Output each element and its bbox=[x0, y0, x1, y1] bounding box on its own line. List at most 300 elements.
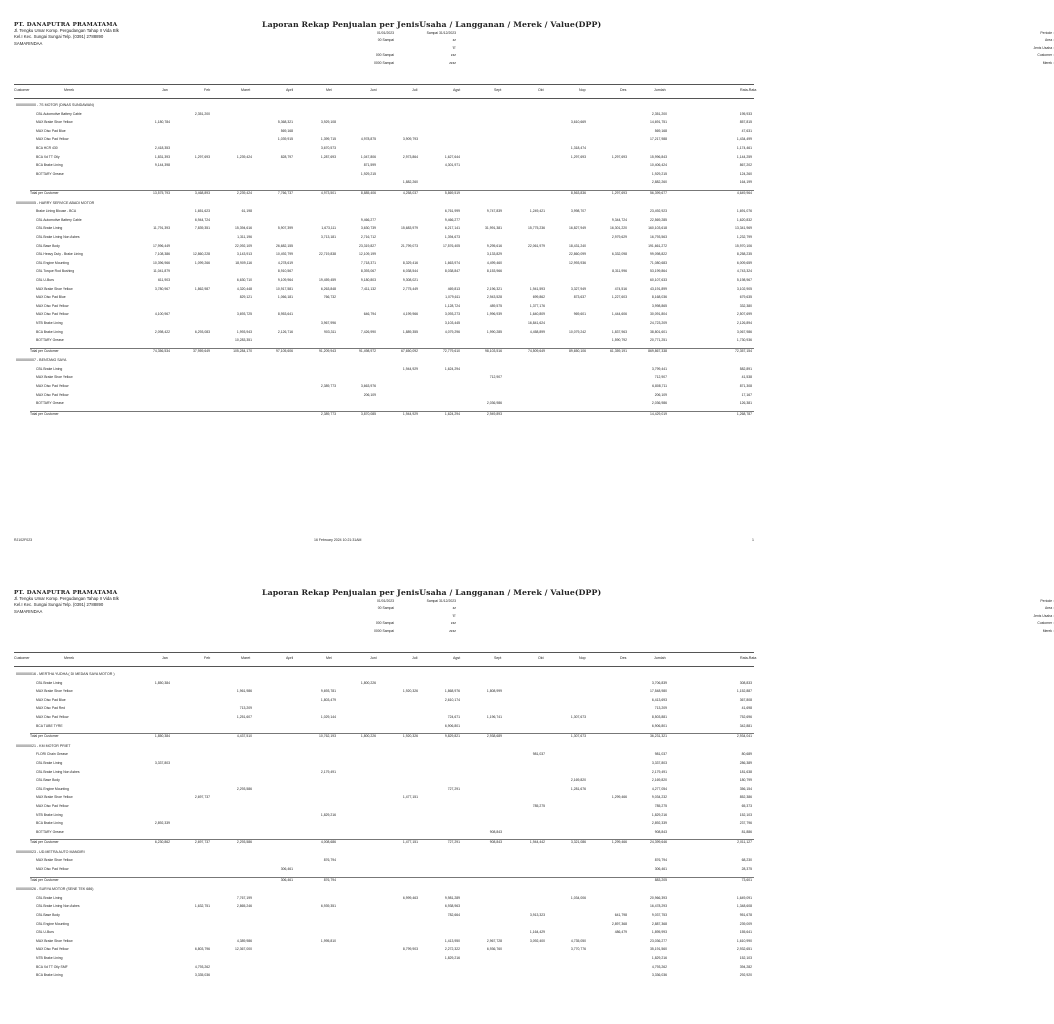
value-cell: 6,936,760 bbox=[486, 947, 502, 952]
value-cell: 239,009 bbox=[739, 921, 752, 926]
value-cell: 1,961,986 bbox=[236, 689, 252, 694]
value-cell: 2,293,586 bbox=[236, 786, 252, 791]
value-cell: 2,179,491 bbox=[651, 769, 667, 774]
value-cell: 2,036,986 bbox=[486, 401, 502, 406]
value-cell: 9,829,821 bbox=[444, 734, 460, 739]
brand-label: MAX Disc Pad Yellow bbox=[36, 392, 69, 397]
value-cell: 867,202 bbox=[739, 163, 752, 168]
value-cell: 61,198 bbox=[241, 209, 252, 214]
value-cell: 1,399,715 bbox=[320, 137, 336, 142]
value-cell: 3,706,839 bbox=[651, 680, 667, 685]
value-cell: 2,932,651 bbox=[736, 947, 752, 952]
company-address-2: Kel.I Kec. Sungai Sungai Telp. (0391) 2788890 bbox=[14, 602, 104, 608]
brand-label: MAX Disc Pad Yellow bbox=[36, 384, 69, 388]
value-cell: 1,624,294 bbox=[444, 411, 460, 416]
value-cell: 12,860,228 bbox=[193, 252, 210, 257]
param-value-to: zzz bbox=[450, 53, 456, 58]
value-cell: 2,938,689 bbox=[486, 734, 502, 739]
param-value-to: zzz bbox=[450, 621, 456, 626]
value-cell: 9,295,616 bbox=[486, 243, 502, 248]
param-row bbox=[286, 628, 1054, 635]
value-cell: 752,696 bbox=[739, 715, 752, 719]
value-cell: 3,103,445 bbox=[444, 320, 460, 325]
value-cell: 474,516 bbox=[614, 286, 627, 291]
brand-label: CBL Engine Mounting bbox=[36, 260, 69, 265]
value-cell: 1,311,196 bbox=[237, 234, 252, 239]
value-cell: 37,959,649 bbox=[193, 348, 210, 353]
value-cell: 26,682,155 bbox=[276, 243, 293, 248]
brand-label: MAX Disc Pad Yellow bbox=[36, 947, 69, 952]
value-cell: 12,993,936 bbox=[569, 260, 586, 265]
value-cell: 3,092,400 bbox=[529, 938, 545, 943]
value-cell: 15,394,616 bbox=[235, 226, 252, 231]
param-label: Periode : bbox=[1040, 599, 1054, 603]
param-value-to: 'E' bbox=[452, 45, 456, 50]
column-header: Customer bbox=[14, 88, 30, 92]
report-title: Laporan Rekap Penjualan per JenisUsaha / Langganan / Merek / Value(DPP) bbox=[262, 20, 602, 29]
param-row bbox=[286, 60, 1054, 67]
value-cell: 4,199,966 bbox=[402, 312, 418, 317]
value-cell: 7,766,737 bbox=[277, 191, 293, 195]
brand-label: CBL Brake Lining bbox=[36, 366, 63, 371]
value-cell: 6,944,724 bbox=[194, 217, 210, 222]
brand-label: CBL Base Body bbox=[36, 912, 60, 917]
value-cell: 766,732 bbox=[323, 295, 336, 300]
value-cell: 286,389 bbox=[739, 760, 752, 765]
value-cell: 152,103 bbox=[739, 955, 752, 960]
value-cell: 23,319,827 bbox=[359, 243, 376, 248]
value-cell: 6,332,098 bbox=[611, 252, 627, 257]
param-value: 0000 Sampai bbox=[374, 628, 394, 633]
value-cell: 4,735,050 bbox=[570, 938, 586, 943]
value-cell: 17,167 bbox=[741, 392, 752, 397]
value-cell: 1,620,832 bbox=[736, 217, 752, 222]
param-label: Customer : bbox=[1037, 53, 1054, 58]
value-cell: 3,929,108 bbox=[320, 120, 336, 125]
value-cell: 1,174,461 bbox=[736, 146, 752, 150]
value-cell: 1,829,216 bbox=[444, 955, 460, 960]
value-cell: 1,099,266 bbox=[194, 260, 210, 265]
value-cell: 1,307,673 bbox=[570, 715, 586, 719]
value-cell: 7,839,351 bbox=[194, 226, 210, 231]
value-cell: 206,109 bbox=[363, 392, 376, 397]
column-header: Sept bbox=[494, 88, 502, 92]
value-cell: 8,258,235 bbox=[736, 252, 752, 257]
value-cell: 908,843 bbox=[489, 840, 502, 845]
value-cell: 3,337,803 bbox=[651, 760, 667, 765]
brand-label: BOTTARY Grease bbox=[36, 171, 64, 176]
brand-label: CBL Heavy Duty - Brake Lining bbox=[36, 252, 83, 257]
value-cell: 4,743,324 bbox=[736, 269, 752, 274]
value-cell: 1,377,176 bbox=[529, 303, 545, 308]
brand-label: CBL Engine Mounting bbox=[36, 786, 69, 791]
value-cell: 3,321,086 bbox=[570, 840, 586, 845]
column-header: Okt bbox=[538, 656, 544, 660]
value-cell: 713,209 bbox=[239, 706, 252, 711]
value-cell: 4,649,964 bbox=[736, 191, 752, 195]
company-block bbox=[14, 590, 119, 615]
value-cell: 489,575 bbox=[489, 303, 502, 308]
brand-label: CBL Brake Lining bbox=[36, 895, 63, 900]
value-cell: 191,661,272 bbox=[648, 243, 667, 248]
column-header: Merek bbox=[64, 88, 74, 92]
brand-label: MAX Disc Pad Blue bbox=[36, 697, 66, 702]
value-cell: 2,892,339 bbox=[651, 821, 667, 826]
column-header: Maret bbox=[241, 656, 251, 660]
column-header: Des bbox=[620, 88, 627, 92]
company-block bbox=[14, 22, 119, 47]
column-header: Sept bbox=[494, 656, 502, 660]
value-cell: 9,466,277 bbox=[360, 217, 376, 222]
column-header: Juli bbox=[412, 656, 418, 660]
value-cell: 3,143,913 bbox=[236, 252, 252, 257]
value-cell: 1,640,809 bbox=[529, 312, 545, 317]
value-cell: 1,920,326 bbox=[402, 689, 418, 694]
value-cell: 23,036,277 bbox=[650, 938, 667, 943]
value-cell: 712,907 bbox=[654, 375, 667, 380]
value-cell: 1,307,673 bbox=[570, 734, 586, 739]
value-cell: 6,803,796 bbox=[194, 947, 210, 952]
value-cell: 181,638 bbox=[739, 769, 752, 774]
value-cell: 41,698 bbox=[741, 706, 752, 711]
table-row bbox=[0, 180, 768, 189]
brand-label: MAX Disc Pad Yellow bbox=[36, 303, 69, 308]
value-cell: 1,800,226 bbox=[360, 734, 376, 739]
value-cell: 1,590,792 bbox=[611, 338, 627, 343]
brand-label: FLORI Chain Grease bbox=[36, 752, 68, 757]
value-cell: 871,599 bbox=[363, 163, 376, 168]
brand-label: MAX Disc Pad Blue bbox=[36, 295, 66, 300]
value-cell: 1,029,144 bbox=[320, 715, 336, 719]
brand-label: CBL Torque Rod Bushing bbox=[36, 269, 75, 274]
value-cell: 22,860,099 bbox=[569, 252, 586, 257]
value-cell: 4,320,448 bbox=[236, 286, 252, 291]
value-cell: 9,144,398 bbox=[154, 163, 170, 168]
value-cell: 91,209,943 bbox=[319, 348, 336, 353]
table-row bbox=[0, 973, 768, 982]
value-cell: 15,996,843 bbox=[650, 154, 667, 159]
value-cell: 1,034,006 bbox=[570, 895, 586, 900]
value-cell: 16,301,220 bbox=[610, 226, 627, 231]
value-cell: 98,103,516 bbox=[485, 348, 502, 353]
value-cell: 35,191,560 bbox=[650, 947, 667, 952]
value-cell: 3,630,739 bbox=[360, 226, 376, 231]
value-cell: 5,368,321 bbox=[277, 120, 293, 125]
value-cell: 9,308,021 bbox=[402, 277, 418, 282]
param-row bbox=[286, 613, 1054, 620]
value-cell: 4,458,899 bbox=[529, 329, 545, 334]
column-header: April bbox=[286, 88, 294, 92]
value-cell: 71,080,683 bbox=[650, 260, 667, 265]
value-cell: 1,837,963 bbox=[611, 329, 627, 334]
value-cell: 8,168,036 bbox=[651, 295, 667, 300]
value-cell: 727,291 bbox=[447, 786, 460, 791]
table-row bbox=[0, 867, 768, 876]
brand-label: CBL Base Body bbox=[36, 243, 60, 248]
value-cell: 8,153,966 bbox=[486, 269, 502, 274]
value-cell: 17,576,405 bbox=[443, 243, 460, 248]
brand-label: MAX Brake Shoe Yellow bbox=[36, 689, 73, 694]
total-label: Total per Customer bbox=[30, 411, 59, 416]
value-cell: 105,284,170 bbox=[233, 348, 252, 353]
value-cell: 1,651,623 bbox=[194, 209, 210, 214]
value-cell: 4,499,460 bbox=[486, 260, 502, 265]
value-cell: 8,503,881 bbox=[651, 715, 667, 719]
value-cell: 6,263,848 bbox=[320, 286, 336, 291]
value-cell: 1,850,384 bbox=[154, 734, 170, 739]
value-cell: 1,297,693 bbox=[611, 154, 627, 159]
total-label: Total per Customer bbox=[30, 877, 59, 882]
value-cell: 1,196,741 bbox=[486, 715, 502, 719]
value-cell: 1,882,260 bbox=[402, 180, 418, 185]
value-cell: 876,794 bbox=[323, 858, 336, 863]
value-cell: 292,920 bbox=[739, 973, 752, 978]
value-cell: 903,311 bbox=[323, 329, 336, 334]
value-cell: 1,299,466 bbox=[611, 795, 627, 800]
value-cell: 2,272,322 bbox=[444, 947, 460, 952]
value-cell: 2,973,864 bbox=[402, 154, 418, 159]
value-cell: 1,249,421 bbox=[529, 209, 545, 214]
value-cell: 67,650,092 bbox=[401, 348, 418, 353]
value-cell: 2,011,127 bbox=[737, 840, 752, 845]
value-cell: 21,799,073 bbox=[401, 243, 418, 248]
value-cell: 9,034,232 bbox=[651, 795, 667, 800]
value-cell: 11,041,879 bbox=[153, 269, 170, 274]
param-label: Periode : bbox=[1040, 31, 1054, 35]
value-cell: 28,375 bbox=[741, 867, 752, 871]
value-cell: 1,673,111 bbox=[321, 226, 336, 231]
value-cell: 6,038,544 bbox=[402, 269, 418, 274]
param-label: Area : bbox=[1044, 606, 1054, 611]
value-cell: 1,079,611 bbox=[445, 295, 460, 300]
value-cell: 10,762,193 bbox=[319, 734, 336, 739]
value-cell: 17,996,449 bbox=[153, 243, 170, 248]
value-cell: 10,079,242 bbox=[569, 329, 586, 334]
value-cell: 1,829,216 bbox=[651, 955, 667, 960]
value-cell: 3,336,036 bbox=[651, 973, 667, 978]
value-cell: 73,601 bbox=[741, 877, 752, 882]
value-cell: 18,431,240 bbox=[569, 243, 586, 248]
value-cell: 9,344,724 bbox=[611, 217, 627, 222]
column-header: Des bbox=[620, 656, 627, 660]
value-cell: 1,239,424 bbox=[236, 154, 252, 159]
value-cell: 951,678 bbox=[739, 912, 752, 917]
value-cell: 4,100,967 bbox=[154, 312, 170, 317]
value-cell: 19,459,459 bbox=[319, 277, 336, 282]
value-cell: 68,230 bbox=[741, 858, 752, 863]
value-cell: 14,691,751 bbox=[650, 120, 667, 125]
brand-label: BCA HCR 430 bbox=[36, 146, 58, 150]
report-title: Laporan Rekap Penjualan per JenisUsaha / Langganan / Merek / Value(DPP) bbox=[262, 588, 602, 597]
value-cell: 1,297,693 bbox=[194, 154, 210, 159]
value-cell: 7,718,371 bbox=[360, 260, 376, 265]
value-cell: 1,929,215 bbox=[360, 171, 376, 176]
table-row bbox=[0, 830, 768, 839]
value-cell: 3,093,273 bbox=[444, 312, 460, 317]
value-cell: 1,180,784 bbox=[154, 120, 170, 125]
value-cell: 11,791,393 bbox=[153, 226, 170, 231]
customer-group-header: 0000000000 - 7S MOTOR (DINAS SUNDAWAN) bbox=[16, 103, 94, 107]
report-page-2 bbox=[0, 584, 1054, 1024]
value-cell: 4,973,501 bbox=[320, 191, 336, 195]
value-cell: 8,393,067 bbox=[360, 269, 376, 274]
brand-label: CBL Automotive Battery Cable bbox=[36, 217, 82, 222]
value-cell: 60,107,633 bbox=[650, 277, 667, 282]
value-cell: 469,813 bbox=[447, 286, 460, 291]
value-cell: 7,426,990 bbox=[360, 329, 376, 334]
value-cell: 1,649,091 bbox=[736, 895, 752, 900]
value-cell: 1,862,987 bbox=[194, 286, 210, 291]
value-cell: 4,793,262 bbox=[194, 964, 210, 969]
value-cell: 2,389,773 bbox=[320, 411, 336, 416]
value-cell: 2,169,820 bbox=[651, 778, 667, 783]
value-cell: 6,413,693 bbox=[651, 697, 667, 702]
value-cell: 782,664 bbox=[447, 912, 460, 917]
value-cell: 852,386 bbox=[739, 795, 752, 800]
param-label: Area : bbox=[1044, 38, 1054, 43]
value-cell: 646,794 bbox=[363, 312, 376, 317]
column-header: Jumlah bbox=[654, 88, 666, 92]
param-value: 0000 Sampai bbox=[374, 60, 394, 65]
column-header: Jan bbox=[162, 656, 168, 660]
brand-label: CBL Brake Lining Non Asbes bbox=[36, 234, 80, 239]
value-cell: 2,716,712 bbox=[360, 234, 376, 239]
value-cell: 1,066,181 bbox=[277, 295, 293, 300]
value-cell: 1,227,603 bbox=[611, 295, 627, 300]
value-cell: 3,780,967 bbox=[154, 286, 170, 291]
customer-total-row bbox=[0, 840, 768, 849]
brand-label: BCA TUBE TYRE bbox=[36, 723, 63, 728]
value-cell: 569,168 bbox=[654, 128, 667, 133]
value-cell: 237,796 bbox=[739, 821, 752, 826]
value-cell: 3,468,893 bbox=[194, 191, 210, 195]
value-cell: 16,841,624 bbox=[528, 320, 545, 325]
value-cell: 5,198,967 bbox=[736, 277, 752, 282]
value-cell: 9,109,964 bbox=[277, 277, 293, 282]
value-cell: 1,152,887 bbox=[736, 689, 752, 694]
company-address-1: Jl. Tengku Umar Komp. Pergudangan Tahap II Vida Blk bbox=[14, 28, 119, 34]
value-cell: 2,179,491 bbox=[320, 769, 336, 774]
brand-label: CBL Brake Lining Non Asbes bbox=[36, 769, 80, 774]
brand-label: MAX Disc Pad Yellow bbox=[36, 312, 69, 317]
column-header: Feb bbox=[204, 656, 211, 660]
brand-label: MAX Brake Shoe Yellow bbox=[36, 858, 73, 863]
customer-total-row bbox=[0, 878, 768, 887]
param-value: 000 Sampai bbox=[375, 53, 394, 58]
value-cell: 1,268,787 bbox=[736, 411, 752, 416]
value-cell: 15,970,106 bbox=[735, 243, 752, 248]
value-cell: 43,191,899 bbox=[650, 286, 667, 291]
value-cell: 3,799,441 bbox=[651, 366, 667, 371]
value-cell: 969,601 bbox=[573, 312, 586, 317]
brand-label: BCA Xd TT Oily bbox=[36, 154, 60, 159]
value-cell: 785,275 bbox=[654, 803, 667, 808]
value-cell: 2,979,629 bbox=[611, 234, 627, 239]
value-cell: 857,815 bbox=[739, 120, 752, 125]
value-cell: 3,967,996 bbox=[320, 320, 336, 325]
value-cell: 23,492,923 bbox=[650, 209, 667, 214]
value-cell: 80,689 bbox=[741, 752, 752, 757]
column-header: Okt bbox=[538, 88, 544, 92]
value-cell: 2,943,528 bbox=[486, 295, 502, 300]
brand-label: CBL Automotive Battery Cable bbox=[36, 111, 82, 116]
value-cell: 65,373 bbox=[741, 803, 752, 808]
brand-label: CBL Brake Lining Non Asbes bbox=[36, 904, 80, 909]
value-cell: 206,109 bbox=[654, 392, 667, 397]
total-label: Total per Customer bbox=[30, 840, 59, 845]
value-cell: 712,907 bbox=[489, 375, 502, 380]
value-cell: 3,770,776 bbox=[570, 947, 586, 952]
value-cell: 4,301,971 bbox=[444, 163, 460, 168]
value-cell: 74,509,649 bbox=[528, 348, 545, 353]
param-row bbox=[286, 52, 1054, 59]
value-cell: 3,998,865 bbox=[651, 303, 667, 308]
value-cell: 3,337,803 bbox=[154, 760, 170, 765]
value-cell: 22,092,109 bbox=[235, 243, 252, 248]
value-cell: 1,895,993 bbox=[651, 930, 667, 935]
header-rule-top bbox=[14, 652, 754, 653]
value-cell: 1,808,999 bbox=[486, 689, 502, 694]
column-header: Rata-Rata bbox=[740, 656, 757, 660]
brand-label: BOTTARY Grease bbox=[36, 338, 64, 343]
value-cell: 16,827,949 bbox=[569, 226, 586, 231]
brand-label: CBL Base Body bbox=[36, 778, 60, 783]
column-header: Customer bbox=[14, 656, 30, 660]
value-cell: 2,036,986 bbox=[651, 401, 667, 406]
brand-label: BCA Brake Lining bbox=[36, 973, 63, 978]
value-cell: 1,944,442 bbox=[529, 840, 545, 845]
value-cell: 3,102,905 bbox=[736, 286, 752, 291]
param-value: 01/01/2023 bbox=[377, 599, 394, 603]
param-value-to: zz bbox=[452, 38, 456, 43]
value-cell: 2,610,174 bbox=[444, 697, 460, 702]
value-cell: 332,380 bbox=[739, 303, 752, 308]
value-cell: 9,466,277 bbox=[444, 217, 460, 222]
value-cell: 8,799,903 bbox=[402, 947, 418, 952]
column-header: Mei bbox=[326, 88, 332, 92]
value-cell: 1,394,673 bbox=[444, 234, 460, 239]
value-cell: 873,637 bbox=[573, 295, 586, 300]
value-cell: 9,981,289 bbox=[444, 895, 460, 900]
brand-label: MAX Disc Pad Yellow bbox=[36, 137, 69, 142]
param-row bbox=[286, 37, 1054, 44]
value-cell: 908,843 bbox=[654, 829, 667, 834]
value-cell: 1,850,384 bbox=[154, 680, 170, 685]
value-cell: 13,341,969 bbox=[735, 226, 752, 231]
total-label: Total per Customer bbox=[30, 734, 59, 739]
total-label: Total per Customer bbox=[30, 348, 59, 353]
brand-label: CBL U-Burs bbox=[36, 277, 54, 282]
value-cell: 180,799 bbox=[739, 778, 752, 783]
value-cell: 3,327,949 bbox=[570, 286, 586, 291]
company-address-2: Kel.I Kec. Sungai Sungai Telp. (0391) 2788890 bbox=[14, 34, 104, 40]
value-cell: 1,944,929 bbox=[402, 366, 418, 371]
value-cell: 1,287,693 bbox=[320, 154, 336, 159]
column-header: Jumlah bbox=[654, 656, 666, 660]
brand-label: MAX Brake Shoe Yellow bbox=[36, 120, 73, 125]
value-cell: 1,444,606 bbox=[611, 312, 627, 317]
value-cell: 2,882,260 bbox=[651, 180, 667, 185]
value-cell: 2,865,246 bbox=[236, 904, 252, 909]
value-cell: 1,941,593 bbox=[529, 286, 545, 291]
value-cell: 876,794 bbox=[654, 858, 667, 863]
value-cell: 6,630,710 bbox=[236, 277, 252, 282]
value-cell: 785,275 bbox=[532, 803, 545, 808]
company-city: SAMARINDAA bbox=[14, 40, 43, 46]
column-header: Merek bbox=[64, 656, 74, 660]
value-cell: 8,038,847 bbox=[444, 269, 460, 274]
value-cell: 6,808,711 bbox=[652, 384, 667, 388]
